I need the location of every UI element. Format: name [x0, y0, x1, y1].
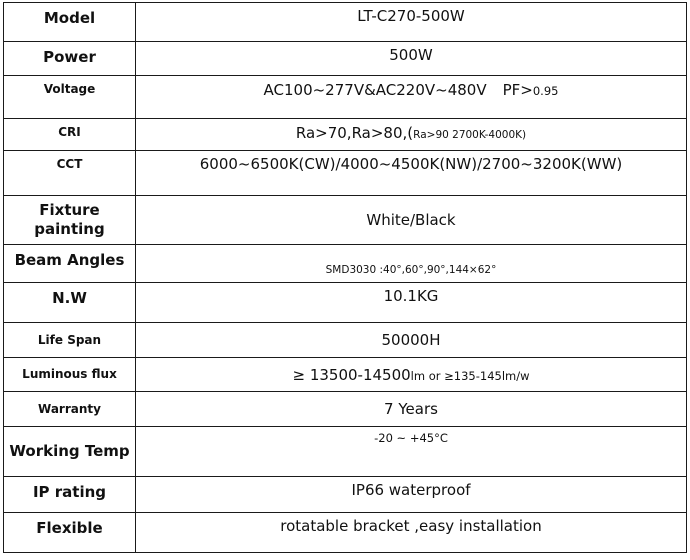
label-power: Power — [4, 42, 136, 76]
label-nw: N.W — [4, 283, 136, 323]
power-factor-label: PF> — [502, 81, 533, 99]
table-row — [4, 196, 687, 245]
value-warranty: 7 Years — [136, 392, 687, 427]
label-voltage: Voltage — [4, 76, 136, 119]
table-row — [4, 245, 687, 283]
value-nw: 10.1KG — [136, 283, 687, 323]
flux-main: ≥ 13500-14500 — [292, 366, 411, 384]
value-power: 500W — [136, 42, 687, 76]
spec-table — [3, 2, 687, 553]
value-luminous-flux — [136, 358, 687, 392]
label-luminous-flux: Luminous flux — [4, 358, 136, 392]
label-fixture-painting: Fixture painting — [4, 196, 136, 245]
value-fixture-painting: White/Black — [136, 196, 687, 245]
table-row — [4, 427, 687, 477]
flux-note: lm or ≥135-145lm/w — [410, 369, 530, 383]
value-model: LT-C270-500W — [136, 3, 687, 42]
table-row — [4, 119, 687, 151]
value-beam-angles: SMD3030 :40°,60°,90°,144×62° — [136, 245, 687, 283]
cri-main: Ra>70,Ra>80,( — [295, 124, 414, 142]
table-row — [4, 283, 687, 323]
value-voltage — [136, 76, 687, 119]
table-row — [4, 477, 687, 513]
label-ip-rating: IP rating — [4, 477, 136, 513]
table-row — [4, 358, 687, 392]
voltage-range: AC100~277V&AC220V~480V — [263, 81, 487, 99]
table-row — [4, 392, 687, 427]
table-row — [4, 323, 687, 358]
cri-note: Ra>90 2700K-4000K) — [413, 129, 527, 141]
table-row — [4, 42, 687, 76]
table-row — [4, 3, 687, 42]
value-cct: 6000~6500K(CW)/4000~4500K(NW)/2700~3200K(WW) — [136, 151, 687, 196]
table-row — [4, 513, 687, 553]
table-row — [4, 151, 687, 196]
value-ip-rating: IP66 waterproof — [136, 477, 687, 513]
label-cri: CRI — [4, 119, 136, 151]
value-working-temp: -20 ~ +45°C — [136, 427, 687, 477]
value-flexible: rotatable bracket ,easy installation — [136, 513, 687, 553]
label-model: Model — [4, 3, 136, 42]
label-warranty: Warranty — [4, 392, 136, 427]
label-working-temp: Working Temp — [4, 427, 136, 477]
value-life-span: 50000H — [136, 323, 687, 358]
value-cri — [136, 119, 687, 151]
label-cct: CCT — [4, 151, 136, 196]
label-flexible: Flexible — [4, 513, 136, 553]
table-row — [4, 76, 687, 119]
power-factor-value: 0.95 — [532, 84, 559, 98]
label-life-span: Life Span — [4, 323, 136, 358]
label-beam-angles: Beam Angles — [4, 245, 136, 283]
